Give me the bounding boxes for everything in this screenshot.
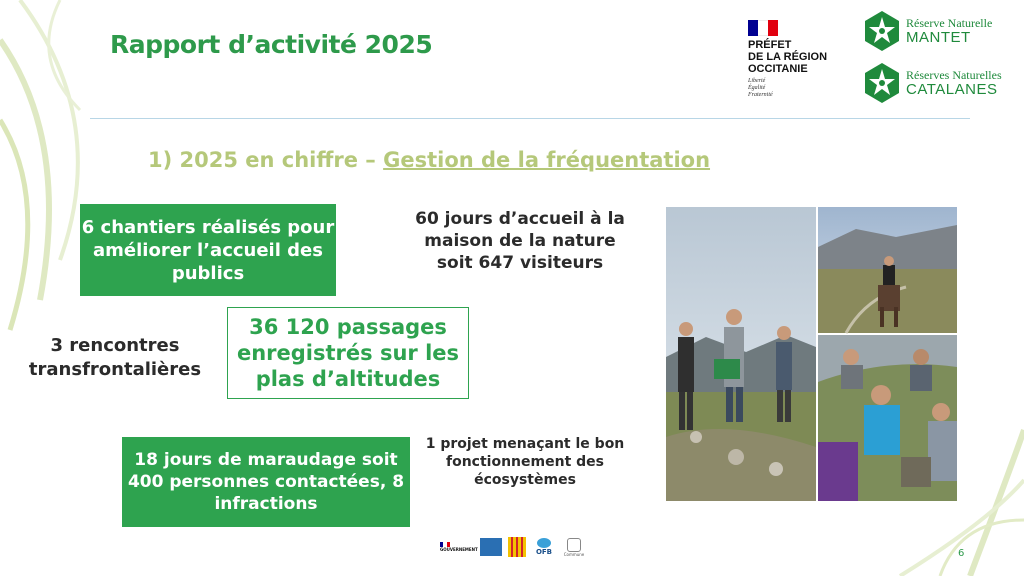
stat-accueil	[406, 196, 634, 286]
page-number: 6	[958, 548, 965, 559]
stat-maraudage-box	[122, 437, 410, 527]
french-flag-icon	[748, 20, 778, 36]
photo-collage	[666, 207, 957, 501]
section-heading	[148, 148, 710, 172]
gouvernement-logo	[440, 536, 478, 558]
reserve-mantet-line1: Réserve Naturelle	[906, 15, 993, 30]
page-title: Rapport d’activité 2025	[110, 30, 433, 59]
prefet-motto: Liberté Égalité Fraternité	[748, 78, 773, 98]
stat-passages-box	[227, 307, 469, 399]
stat-accueil-text: 60 jours d’accueil à la maison de la nature soit 647 visiteurs	[415, 209, 625, 273]
ofb-logo	[532, 535, 556, 559]
header-divider	[90, 118, 970, 119]
section-subject: Gestion de la fréquentation	[383, 148, 711, 172]
gouvernement-label: GOUVERNEMENT	[440, 547, 478, 552]
stat-projet-text: 1 projet menaçant le bon fonctionnement des écosystèmes	[425, 436, 625, 488]
hexagon-star-icon	[862, 10, 902, 52]
stat-rencontres	[10, 330, 220, 386]
stat-maraudage-text: 18 jours de maraudage soit 400 personnes contactées, 8 infractions	[127, 450, 405, 514]
reserve-mantet-line2: MANTET	[906, 28, 971, 46]
stat-passages-text: 36 120 passages enregistrés sur les plas d’altitudes	[236, 315, 460, 391]
reserves-catalanes-line1: Réserves Naturelles	[906, 67, 1002, 82]
reserve-mantet-logo	[862, 10, 992, 52]
photo-horse-rider	[818, 207, 957, 333]
prefet-name: PRÉFET DE LA RÉGION OCCITANIE	[748, 39, 828, 75]
reserves-catalanes-line2: CATALANES	[906, 80, 998, 98]
region-logo	[480, 538, 502, 556]
partner-logos	[440, 535, 586, 559]
hexagon-star-icon	[862, 62, 902, 104]
catalan-flag-icon	[508, 537, 526, 557]
reserves-catalanes-logo	[862, 62, 1002, 104]
ofb-label: OFB	[535, 548, 553, 556]
stat-rencontres-text: 3 rencontres transfrontalières	[28, 335, 202, 380]
stat-chantiers-text: 6 chantiers réalisés pour améliorer l’accueil des publics	[81, 216, 335, 284]
prefet-logo	[748, 20, 858, 105]
stat-chantiers-box	[80, 204, 336, 296]
photo-hikers-group	[666, 207, 816, 501]
commune-label: Commune	[563, 551, 585, 557]
section-prefix: 1) 2025 en chiffre –	[148, 148, 384, 172]
commune-logo	[562, 535, 586, 559]
stat-projet	[425, 432, 625, 492]
photo-seated-group	[818, 335, 957, 501]
